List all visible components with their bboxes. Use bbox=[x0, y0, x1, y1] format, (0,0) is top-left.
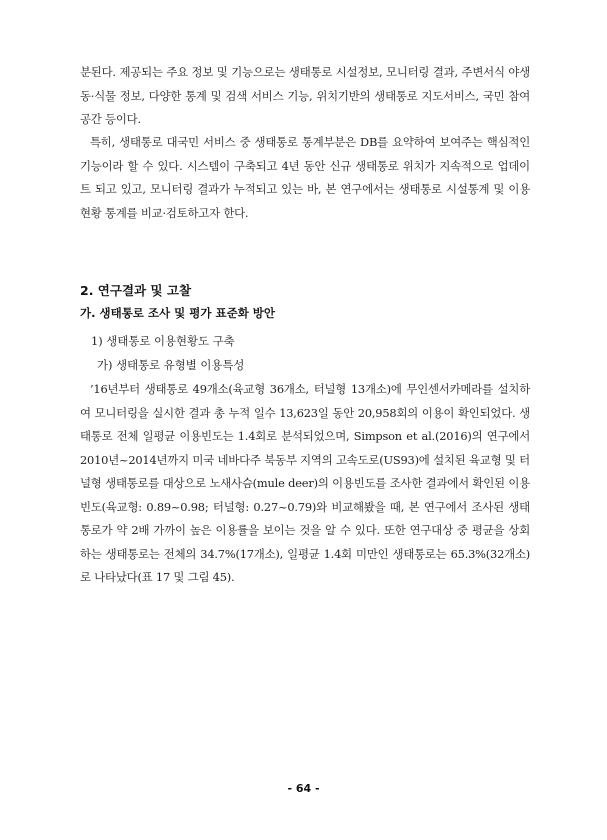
list-item-1: 1) 생태통로 이용현황도 구축 bbox=[91, 334, 235, 348]
page-number: - 64 - bbox=[287, 782, 320, 795]
subsection-heading: 가. 생태통로 조사 및 평가 표준화 방안 bbox=[80, 306, 276, 320]
body-paragraph-1: 분된다. 제공되는 주요 정보 및 기능으로는 생태통로 시설정보, 모니터링 결과, 주변서식 야생 동·식물 정보, 다양한 통계 및 검색 서비스 기능, 위치기반의 생태통로 지도서비스, 국민 참여 공간 등이다. bbox=[80, 65, 530, 126]
body-paragraph-2: 특히, 생태통로 대국민 서비스 중 생태통로 통계부분은 DB를 요약하여 보여주는 핵심적인 기능이라 할 수 있다. 시스템이 구축되고 4년 동안 신규 생태통로 위치가 지속적으로 업데이트 되고 있고, 모니터링 결과가 누적되고 있는 바, 본 연구에서는 생태통로 시설통계 및 이용현황 통계를 비교·검토하고자 한다. bbox=[80, 135, 530, 220]
body-paragraph-3: ’16년부터 생태통로 49개소(육교형 36개소, 터널형 13개소)에 무인센서카메라를 설치하여 모니터링을 실시한 결과 총 누적 일수 13,623일 동안 20,958회의 이용이 확인되었다. 생태통로 전체 일평균 이용빈도는 1.4회로 분석되었으며, Simpson et al.(2016)의 연구에서 2010년~2014년까지 미국 네바다주 북동부 지역의 고속도로(US93)에 설치된 육교형 및 터널형 생태통로를 대상으로 노새사슴(mule deer)의 이용빈도를 조사한 결과에서 확인된 이용빈도(육교형: 0.89~0.98; 터널형: 0.27~0.79)와 비교해봤을 때, 본 연구에서 조사된 생태통로가 약 2배 가까이 높은 이용률을 보이는 것을 알 수 있다. 또한 연구대상 중 평균을 상회하는 생태통로는 전체의 34.7%(17개소), 일평균 1.4회 미만인 생태통로는 65.3%(32개소)로 나타났다(표 17 및 그림 45). bbox=[80, 382, 530, 584]
section-heading: 2. 연구결과 및 고찰 bbox=[80, 283, 192, 298]
list-item-1a: 가) 생태통로 유형별 이용특성 bbox=[97, 358, 245, 372]
